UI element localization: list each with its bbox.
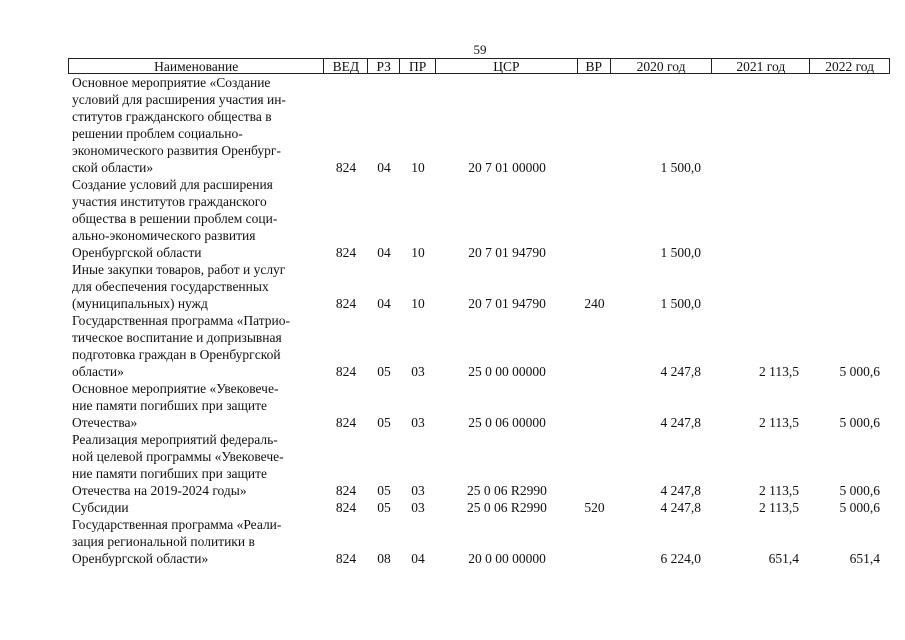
row-name-line: Иные закупки товаров, работ и услуг	[72, 262, 286, 277]
row-name-line: области»	[72, 364, 124, 379]
row-name-line: Основное мероприятие «Увековече-	[72, 381, 279, 396]
row-2020: 4 247,8	[660, 364, 701, 379]
table-row	[68, 176, 890, 261]
row-csr: 25 0 06 00000	[468, 415, 546, 430]
header-2022: 2022 год	[825, 59, 874, 74]
row-2022: 651,4	[849, 551, 880, 566]
row-rz: 04	[377, 160, 391, 175]
row-ved: 824	[335, 245, 357, 260]
row-name-line: Субсидии	[72, 500, 129, 515]
row-name-line: для обеспечения государственных	[72, 279, 269, 294]
row-name-line: решении проблем социально-	[72, 126, 243, 141]
row-name	[68, 74, 324, 176]
row-name-line: ние памяти погибших при защите	[72, 398, 268, 413]
row-2021: 2 113,5	[759, 483, 799, 498]
row-name-line: ально-экономического развития	[72, 228, 256, 243]
table-row	[68, 261, 890, 312]
row-rz: 04	[377, 245, 391, 260]
row-name-line: участия институтов гражданского	[72, 194, 267, 209]
header-name: Наименование	[69, 59, 324, 73]
row-pr: 10	[411, 296, 425, 311]
table-row	[68, 516, 890, 567]
header-rz: РЗ	[368, 59, 400, 73]
row-name-line: условий для расширения участия ин-	[72, 92, 286, 107]
row-name-line: экономического развития Оренбург-	[72, 143, 281, 158]
row-ved: 824	[335, 500, 357, 515]
row-name-line: ние памяти погибших при защите	[72, 466, 268, 481]
row-rz: 04	[377, 296, 391, 311]
row-rz: 05	[377, 483, 391, 498]
row-2020: 4 247,8	[660, 500, 701, 515]
header-pr: ПР	[400, 59, 436, 73]
row-name-line: Оренбургской области	[72, 245, 202, 260]
row-2020: 4 247,8	[660, 483, 701, 498]
row-csr: 20 7 01 00000	[468, 160, 546, 175]
row-2020: 1 500,0	[660, 160, 701, 175]
table-row	[68, 380, 890, 431]
row-name-line: ской области»	[72, 160, 154, 175]
row-name-line: Реализация мероприятий федераль-	[72, 432, 278, 447]
row-csr: 20 7 01 94790	[468, 296, 546, 311]
header-ved: ВЕД	[324, 59, 368, 73]
row-pr: 10	[411, 160, 425, 175]
row-csr: 20 0 00 00000	[468, 551, 546, 566]
row-rz: 05	[377, 415, 391, 430]
table-row	[68, 312, 890, 380]
row-name	[68, 176, 324, 261]
row-name	[68, 380, 324, 431]
row-rz: 05	[377, 500, 391, 515]
row-pr: 04	[411, 551, 425, 566]
row-name-line: Государственная программа «Реали-	[72, 517, 282, 532]
row-ved: 824	[335, 160, 357, 175]
row-2020: 4 247,8	[660, 415, 701, 430]
row-2022: 5 000,6	[839, 415, 880, 430]
row-csr: 25 0 00 00000	[468, 364, 546, 379]
budget-table	[68, 58, 890, 567]
row-2021: 2 113,5	[759, 500, 799, 515]
row-2021: 2 113,5	[759, 415, 799, 430]
row-ved: 824	[335, 483, 357, 498]
row-2020: 1 500,0	[660, 296, 701, 311]
row-name	[68, 312, 324, 380]
row-name-line: общества в решении проблем соци-	[72, 211, 278, 226]
row-vr: 240	[584, 296, 605, 311]
row-2022: 5 000,6	[839, 483, 880, 498]
row-name-line: зация региональной политики в	[72, 534, 255, 549]
table-header	[68, 58, 890, 74]
row-pr: 10	[411, 245, 425, 260]
row-name-line: ститутов гражданского общества в	[72, 109, 272, 124]
row-pr: 03	[411, 500, 425, 515]
row-2021: 651,4	[768, 551, 799, 566]
header-vr: ВР	[578, 59, 611, 73]
row-name-line: подготовка граждан в Оренбургской	[72, 347, 281, 362]
row-name-line: Отечества на 2019-2024 годы»	[72, 483, 247, 498]
row-2020: 1 500,0	[660, 245, 701, 260]
row-name-line: (муниципальных) нужд	[72, 296, 208, 311]
row-2020: 6 224,0	[660, 551, 701, 566]
page-number: 59	[473, 42, 487, 57]
row-csr: 25 0 06 R2990	[467, 483, 547, 498]
row-2022: 5 000,6	[839, 500, 880, 515]
header-csr: ЦСР	[436, 59, 578, 73]
row-name-line: Основное мероприятие «Создание	[72, 75, 271, 90]
row-name	[68, 431, 324, 499]
header-2020: 2020 год	[611, 59, 713, 73]
row-pr: 03	[411, 415, 425, 430]
row-name-line: ной целевой программы «Увековече-	[72, 449, 284, 464]
row-2021: 2 113,5	[759, 364, 799, 379]
row-name-line: Создание условий для расширения	[72, 177, 273, 192]
table-row	[68, 74, 890, 176]
row-name-line: Отечества»	[72, 415, 138, 430]
row-name-line: Оренбургской области»	[72, 551, 209, 566]
row-pr: 03	[411, 364, 425, 379]
header-2021: 2021 год	[712, 59, 810, 73]
row-name	[68, 516, 324, 567]
row-rz: 05	[377, 364, 391, 379]
row-name-line: тическое воспитание и допризывная	[72, 330, 282, 345]
table-body	[68, 74, 890, 567]
row-ved: 824	[335, 415, 357, 430]
row-csr: 25 0 06 R2990	[467, 500, 547, 515]
table-row	[68, 431, 890, 499]
row-pr: 03	[411, 483, 425, 498]
row-rz: 08	[377, 551, 391, 566]
row-2022: 5 000,6	[839, 364, 880, 379]
row-ved: 824	[335, 551, 357, 566]
row-ved: 824	[335, 364, 357, 379]
table-row	[68, 499, 890, 516]
row-vr: 520	[584, 500, 605, 515]
row-csr: 20 7 01 94790	[468, 245, 546, 260]
row-name-line: Государственная программа «Патрио-	[72, 313, 291, 328]
row-ved: 824	[335, 296, 357, 311]
row-name	[68, 499, 324, 516]
row-name	[68, 261, 324, 312]
